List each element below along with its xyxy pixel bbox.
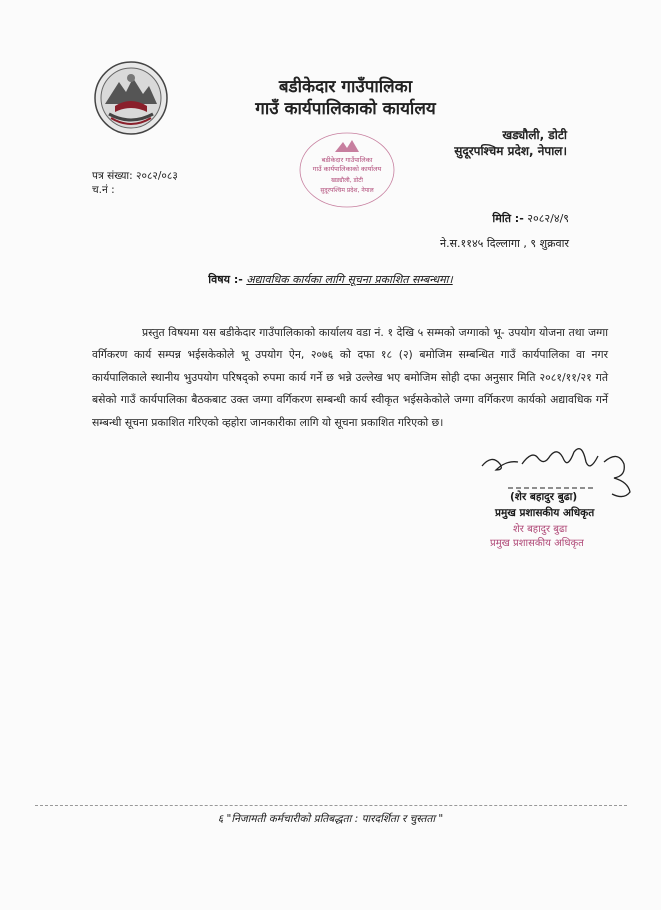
stamp-line-3: खड्यौली, डोटी [331,177,363,184]
address-line-2: सुदूरपश्चिम प्रदेश, नेपाल। [454,144,567,158]
stamp-line-1: बडीकेदार गाउँपालिका [321,156,373,164]
office-name: गाउँ कार्यपालिकाको कार्यालय [255,99,436,119]
subject-label: विषय :- [208,273,243,286]
footer-motto: ६ "निजामती कर्मचारीको प्रतिबद्धता : पारदर्शिता र चुस्तता " [217,813,444,825]
stamp-line-4: सुदूरपश्चिम प्रदेश, नेपाल [320,187,374,194]
footer-divider [35,805,627,806]
signatory-stamp-name: शेर बहादुर बुढा [513,524,568,535]
date-bs-value: २०८२/४/९ [527,212,569,225]
letter-body: प्रस्तुत विषयमा यस बडीकेदार गाउँपालिकाको कार्यालय वडा नं. १ देखि ५ सम्मको जग्गाको भू- उपयोग योजना तथा जग्गा वर्गिकरण कार्य सम्पन्न भईसकेकोले भू उपयोग ऐन, २०७६ को दफा १८ (२) बमोजिम सम्बन्धित गाउँ कार्यपालिका वा नगर कार्यपालिकाले स्थानीय भुउपयोग परिषद्को रुपमा कार्य गर्ने छ भन्ने उल्लेख भए बमोजिम सोही दफा अनुसार मिति २०८१/११/२१ गते बसेको गाउँ कार्यपालिका बैठकबाट उक्त जग्गा वर्गिकरण सम्बन्धी कार्य स्वीकृत भईसकेकोले जग्गा वर्गिकरण कार्यको अद्यावधिक गर्ने सम्बन्धी सूचना प्रकाशित गरिएको व्हहोरा जानकारीका लागि यो सूचना प्रकाशित गरिएको छ। [92,326,608,429]
date-bs [492,211,569,226]
org-name: बडीकेदार गाउँपालिका [278,77,413,97]
address-line-1: खड्यौली, डोटी [502,128,567,142]
stamp-line-2: गाउँ कार्यपालिकाको कार्यालय [312,165,382,173]
subject-text: अद्यावधिक कार्यका लागि सूचना प्रकाशित सम्बन्धमा। [246,273,453,286]
letter-number: पत्र संख्या: २०८२/०८३ [92,170,178,182]
subject-line [0,272,661,287]
signatory-title: प्रमुख प्रशासकीय अधिकृत [495,507,595,519]
dispatch-number: च.नं : [92,184,115,196]
date-ns: ने.स.११४५ दिल्लागा , ९ शुक्रवार [439,237,569,250]
date-label: मिति :- [492,212,524,225]
office-stamp [297,130,397,210]
signatory-stamp-title: प्रमुख प्रशासकीय अधिकृत [490,538,584,549]
signatory-name: (शेर बहादुर बुढा) [510,491,578,503]
